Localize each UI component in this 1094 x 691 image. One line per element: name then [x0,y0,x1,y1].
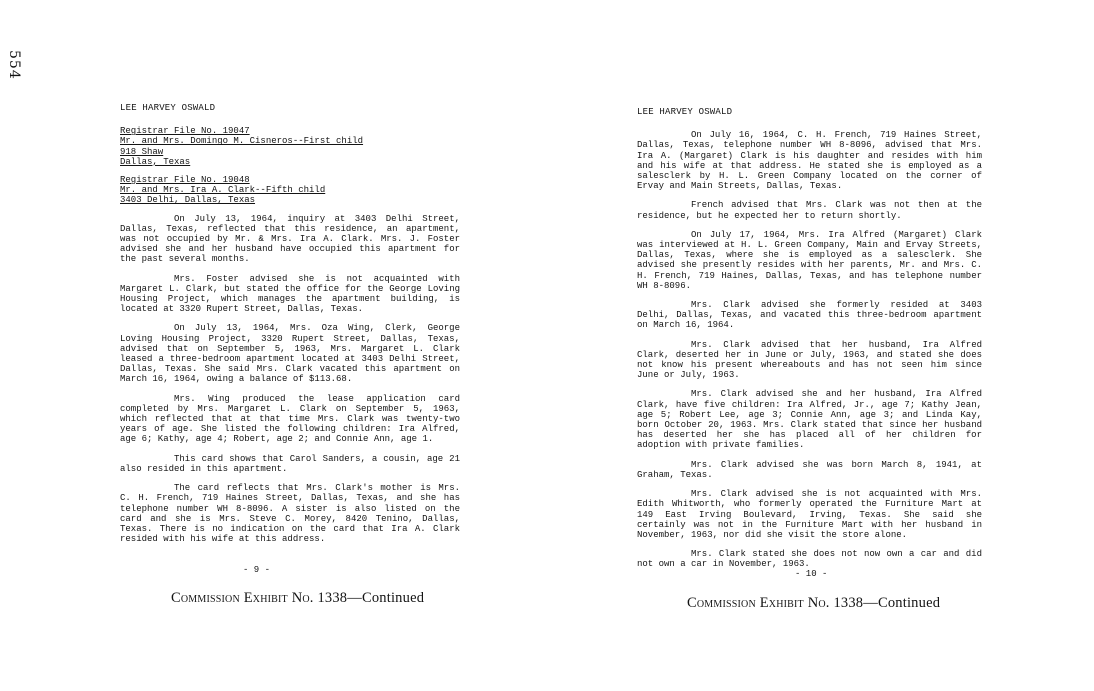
right-exhibit-caption [687,595,940,612]
paragraph: The card reflects that Mrs. Clark's mother is Mrs. C. H. French, 719 Haines Street, Dallas, Texas, and she has telephone number WH 8-8096. A sister is also listed on the card and she is Mrs. Steve C. Morey, 8420 Tenino, Dallas, Texas. There is no indication on the card that Ira A. Clark resided with his wife at this address. [120,483,460,545]
paragraph: Mrs. Clark advised she is not acquainted with Mrs. Edith Whitworth, who formerly operated the Furniture Mart at 149 East Irving Boulevard, Irving, Texas. She said she certainly was not in the Furniture Mart with her husband in November, 1963, nor did she visit the store alone. [637,489,982,540]
caption-label: Commission Exhibit No. [171,590,314,606]
paragraph: On July 13, 1964, inquiry at 3403 Delhi Street, Dallas, Texas, reflected that this residence, an apartment, was not occupied by Mr. & Mrs. Ira A. Clark. Mrs. J. Foster advised she and her husband have occupied this apartment for the past several months. [120,213,460,265]
paragraph: On July 13, 1964, Mrs. Oza Wing, Clerk, George Loving Housing Project, 3320 Rupert Street, Dallas, Texas, advised that on September 5, 1963, Mrs. Margaret L. Clark leased a three-bedroom apartment located at 3403 Delhi Street, Dallas, Texas. She said Mrs. Clark vacated this apartment on March 16, 1964, owing a balance of $113.68. [120,323,460,385]
right-page [637,107,982,579]
left-page-header: LEE HARVEY OSWALD [120,103,216,113]
caption-number: 1338—Continued [833,595,941,611]
paragraph: Mrs. Clark advised she formerly resided at 3403 Delhi, Dallas, Texas, and vacated this three-bedroom apartment on March 16, 1964. [637,300,982,331]
right-page-number: - 10 - [795,569,828,579]
registrar-file-19048 [120,175,460,206]
left-page-number: - 9 - [243,565,271,575]
file-number: Registrar File No. 19048 [120,175,250,186]
file-parents: Mr. and Mrs. Domingo M. Cisneros--First child [120,136,364,147]
paragraph: French advised that Mrs. Clark was not then at the residence, but he expected her to return shortly. [637,200,982,221]
left-exhibit-caption [171,590,424,607]
caption-number: 1338—Continued [317,590,425,606]
margin-page-number: 554 [6,50,22,80]
paragraph: Mrs. Clark advised she and her husband, Ira Alfred Clark, have five children: Ira Alfred, Jr., age 7; Kathy Jean, age 5; Robert Lee, age 3; Connie Ann, age 3; and Linda Kay, born October 20, 1963. Mrs. Clark stated that since her husband has deserted her she has placed all of her children for adoption with private families. [637,389,982,451]
paragraph: On July 16, 1964, C. H. French, 719 Haines Street, Dallas, Texas, telephone number WH 8-8096, advised that Mrs. Ira A. (Margaret) Clark is his daughter and resides with him and his wife at that address. He stated she is employed as a salesclerk by H. L. Green Company located on the corner of Ervay and Main Streets, Dallas, Texas. [637,130,982,192]
file-city: Dallas, Texas [120,156,191,167]
paragraph: Mrs. Wing produced the lease application card completed by Mrs. Margaret L. Clark on September 5, 1963, which reflected that at that time Mrs. Clark was twenty-two years of age. She listed the following children: Ira Alfred, age 6; Kathy, age 4; Robert, age 2; and Connie Ann, age 1. [120,393,460,445]
paragraph: On July 17, 1964, Mrs. Ira Alfred (Margaret) Clark was interviewed at H. L. Green Company, Main and Ervay Streets, Dallas, Texas, where she is employed as a salesclerk. She advised she presently resides with her parents, Mr. and Mrs. C. H. French, 719 Haines, Dallas, Texas, and has telephone number WH 8-8096. [637,229,982,291]
file-address: 3403 Delhi, Dallas, Texas [120,195,256,206]
registrar-file-19047 [120,126,460,167]
left-page [120,103,460,553]
right-page-header: LEE HARVEY OSWALD [637,107,733,117]
paragraph: Mrs. Clark advised she was born March 8, 1941, at Graham, Texas. [637,459,982,480]
file-number: Registrar File No. 19047 [120,126,250,137]
caption-label: Commission Exhibit No. [687,595,830,611]
paragraph: Mrs. Clark advised that her husband, Ira Alfred Clark, deserted her in June or July, 1963, and stated she does not know his present whereabouts and has not seen him since June or July, 1963. [637,339,982,381]
paragraph: Mrs. Foster advised she is not acquainted with Margaret L. Clark, but stated the office for the George Loving Housing Project, which manages the apartment building, is located at 3320 Rupert Street, Dallas, Texas. [120,273,460,315]
paragraph: This card shows that Carol Sanders, a cousin, age 21 also resided in this apartment. [120,453,460,474]
paragraph: Mrs. Clark stated she does not now own a car and did not own a car in November, 1963. [637,549,982,570]
file-parents: Mr. and Mrs. Ira A. Clark--Fifth child [120,185,326,196]
file-street: 918 Shaw [120,146,164,157]
